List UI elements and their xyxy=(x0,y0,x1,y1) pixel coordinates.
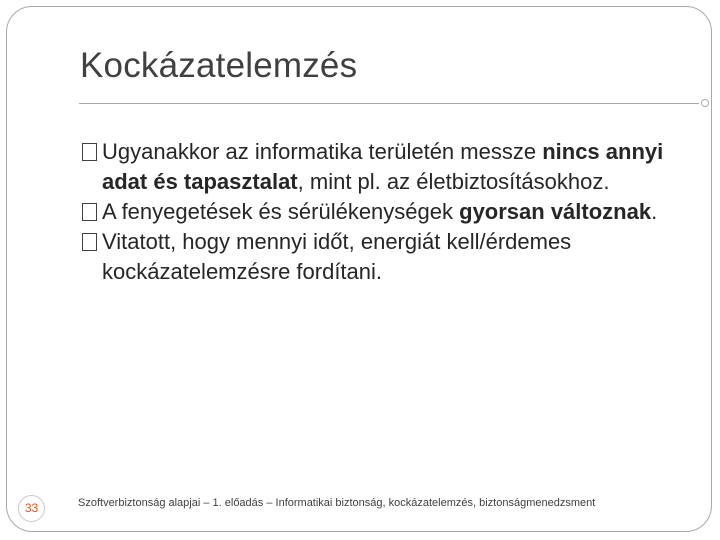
slide-title: Kockázatelemzés xyxy=(80,46,358,85)
bullet-item xyxy=(82,227,682,287)
bullet-text-1a: Ugyanakkor az informatika területén messze xyxy=(102,139,543,164)
bullet-item xyxy=(82,137,682,197)
bullet-item xyxy=(82,197,682,227)
page-number-badge: 33 xyxy=(18,495,45,522)
bullet-text-2c: . xyxy=(651,199,658,224)
bullet-text-1b-bold: nincs annyi adat és tapasztalat xyxy=(102,139,664,194)
footer-text: Szoftverbiztonság alapjai – 1. előadás – Informatikai biztonság, kockázatelemzés, biztonságmenedzsment xyxy=(78,497,596,509)
title-divider xyxy=(79,103,699,104)
bullet-text-1c: , mint pl. az életbiztosításokhoz. xyxy=(297,169,610,194)
bullet-text-2b-bold: gyorsan változnak xyxy=(459,199,652,224)
bullet-box-icon xyxy=(82,143,97,161)
bullet-text-3a: Vitatott, hogy mennyi időt, energiát kell/érdemes kockázatelemzésre fordítani. xyxy=(102,229,572,284)
divider-end-circle xyxy=(701,99,709,107)
bullet-text-2a: A fenyegetések és sérülékenységek xyxy=(102,199,460,224)
bullet-box-icon xyxy=(82,203,97,221)
bullet-list xyxy=(82,137,682,287)
bullet-box-icon xyxy=(82,233,97,251)
